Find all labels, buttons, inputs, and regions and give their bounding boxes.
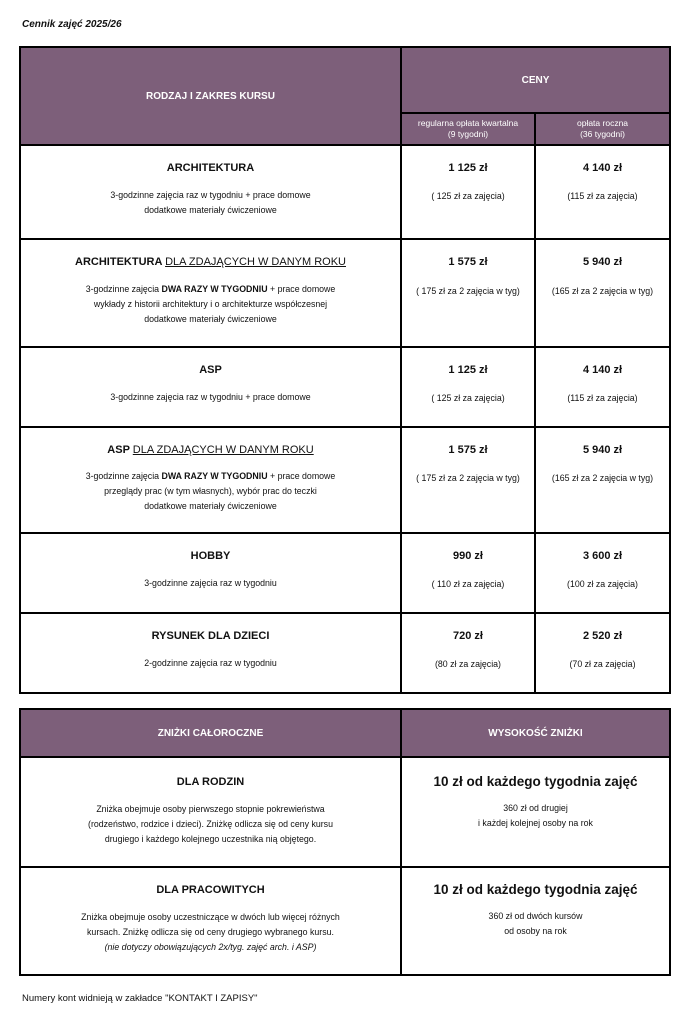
quarterly-price: 1 575 zł — [448, 256, 488, 268]
course-cell — [20, 427, 401, 533]
yearly-price: 5 940 zł — [582, 444, 623, 456]
quarterly-price-note: ( 125 zł za zajęcia) — [431, 191, 505, 201]
quarterly-price-cell — [401, 613, 535, 693]
table-row — [20, 867, 670, 975]
course-cell — [20, 613, 401, 693]
discounts-table — [19, 708, 671, 976]
discount-amount: 10 zł od każdego tygodnia zajęć — [433, 774, 638, 789]
quarterly-price: 1 125 zł — [448, 364, 488, 376]
course-title: ASP — [199, 364, 222, 376]
yearly-price: 2 520 zł — [582, 630, 623, 642]
discount-amount-note: 360 zł od dwóch kursów od osoby na rok — [488, 911, 583, 936]
course-description: 2-godzinne zajęcia raz w tygodniu — [144, 658, 277, 668]
quarterly-price-note: ( 175 zł za 2 zajęcia w tyg) — [416, 473, 520, 483]
discount-title: DLA RODZIN — [176, 776, 245, 788]
course-cell — [20, 533, 401, 613]
yearly-price-note: (100 zł za zajęcia) — [567, 579, 638, 589]
quarterly-price: 990 zł — [453, 550, 483, 562]
quarterly-price-note: ( 110 zł za zajęcia) — [431, 579, 505, 589]
course-description: 3-godzinne zajęcia DWA RAZY W TYGODNIU + prace domowe przeglądy prac (w tym własnych), wybór prac do teczki dodatkowe materiały ćwiczeniowe — [85, 471, 336, 511]
course-column-header: RODZAJ I ZAKRES KURSU — [20, 47, 401, 145]
quarterly-price-cell — [401, 145, 535, 239]
discount-amount-cell — [401, 867, 670, 975]
yearly-price-cell — [535, 347, 670, 427]
course-cell — [20, 145, 401, 239]
course-description: 3-godzinne zajęcia DWA RAZY W TYGODNIU + prace domowe wykłady z historii architektury i o architekturze współczesnej dodatkowe materiały ćwiczeniowe — [85, 284, 336, 324]
quarterly-price-cell — [401, 427, 535, 533]
quarterly-price-note: ( 125 zł za zajęcia) — [431, 393, 505, 403]
course-title: RYSUNEK DLA DZIECI — [151, 630, 270, 642]
course-title: HOBBY — [190, 550, 231, 562]
discount-description: Zniżka obejmuje osoby uczestniczące w dwóch lub więcej różnych kursach. Zniżkę odlicza się od ceny drugiego wybranego kursu. (nie dotyczy obowiązujących 2x/tyg. zajęć arch. i ASP) — [81, 912, 340, 952]
yearly-price: 5 940 zł — [582, 256, 623, 268]
quarterly-price: 1 575 zł — [448, 444, 488, 456]
discount-amount-note: 360 zł od drugiej i każdej kolejnej osoby na rok — [478, 803, 593, 828]
yearly-price: 4 140 zł — [582, 162, 623, 174]
yearly-price-cell — [535, 427, 670, 533]
course-cell — [20, 347, 401, 427]
discount-amount-column-header: WYSOKOŚĆ ZNIŻKI — [401, 709, 670, 757]
table-row — [20, 427, 670, 533]
yearly-price-cell — [535, 145, 670, 239]
discount-cell — [20, 757, 401, 867]
quarterly-price: 1 125 zł — [448, 162, 488, 174]
course-title: ASP DLA ZDAJĄCYCH W DANYM ROKU — [107, 444, 314, 456]
yearly-price-note: (165 zł za 2 zajęcia w tyg) — [551, 473, 654, 483]
discount-amount: 10 zł od każdego tygodnia zajęć — [433, 882, 638, 897]
quarterly-price-cell — [401, 347, 535, 427]
course-title: ARCHITEKTURA DLA ZDAJĄCYCH W DANYM ROKU — [75, 256, 346, 268]
quarterly-price: 720 zł — [453, 630, 483, 642]
footer-note: Numery kont widnieją w zakładce "KONTAKT I ZAPISY" — [22, 993, 258, 1004]
course-title: ARCHITEKTURA — [166, 162, 255, 174]
course-cell — [20, 239, 401, 347]
yearly-price-note: (115 zł za zajęcia) — [567, 191, 638, 201]
yearly-price-note: (70 zł za zajęcia) — [569, 659, 636, 669]
table-row — [20, 613, 670, 693]
discount-title: DLA PRACOWITYCH — [156, 884, 265, 896]
discount-cell — [20, 867, 401, 975]
quarterly-price-note: ( 175 zł za 2 zajęcia w tyg) — [416, 286, 520, 296]
quarterly-price-cell — [401, 239, 535, 347]
course-description: 3-godzinne zajęcia raz w tygodniu — [144, 578, 277, 588]
discount-amount-cell — [401, 757, 670, 867]
yearly-price-note: (165 zł za 2 zajęcia w tyg) — [551, 286, 654, 296]
quarterly-price-note: (80 zł za zajęcia) — [434, 659, 501, 669]
yearly-price-cell — [535, 613, 670, 693]
table-row — [20, 533, 670, 613]
yearly-column-header: opłata roczna (36 tygodni) — [535, 113, 670, 145]
discount-description: Zniżka obejmuje osoby pierwszego stopnie pokrewieństwa (rodzeństwo, rodzice i dzieci). Zniżkę odlicza się od ceny kursu drugiego i każdego kolejnego uczestnika nią objętego. — [88, 804, 333, 844]
course-description: 3-godzinne zajęcia raz w tygodniu + prace domowe dodatkowe materiały ćwiczeniowe — [110, 190, 311, 215]
quarterly-price-cell — [401, 533, 535, 613]
table-row — [20, 347, 670, 427]
yearly-price: 3 600 zł — [582, 550, 623, 562]
discounts-column-header: ZNIŻKI CAŁOROCZNE — [20, 709, 401, 757]
document-title: Cennik zajęć 2025/26 — [22, 19, 122, 30]
yearly-price-note: (115 zł za zajęcia) — [567, 393, 638, 403]
yearly-price: 4 140 zł — [582, 364, 623, 376]
yearly-price-cell — [535, 239, 670, 347]
yearly-price-cell — [535, 533, 670, 613]
prices-column-header: CENY — [401, 47, 670, 113]
table-row — [20, 239, 670, 347]
pricing-table — [19, 46, 671, 694]
quarterly-column-header: regularna opłata kwartalna (9 tygodni) — [401, 113, 535, 145]
table-row — [20, 145, 670, 239]
course-description: 3-godzinne zajęcia raz w tygodniu + prace domowe — [110, 392, 311, 402]
table-row — [20, 757, 670, 867]
